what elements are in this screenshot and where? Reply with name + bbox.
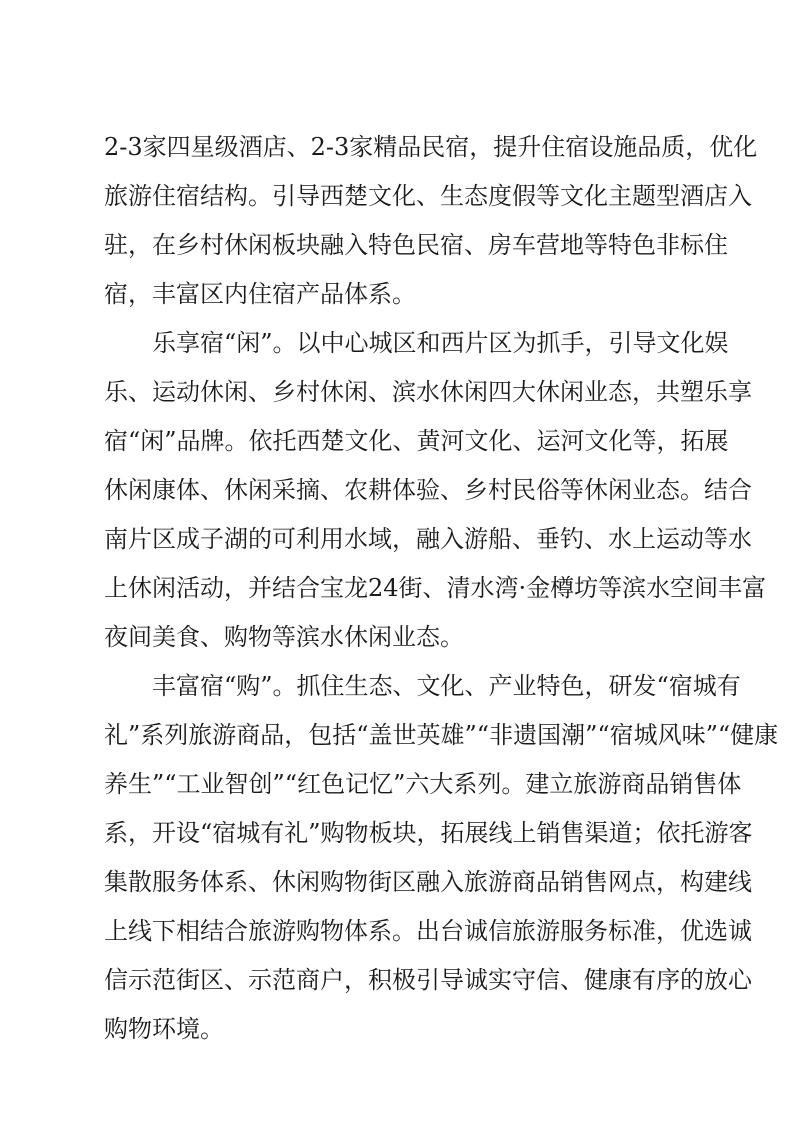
paragraph-line: 乐享宿“闲”。以中心城区和西片区为抓手，引导文化娱 <box>152 329 729 357</box>
paragraph-line: 乐、运动休闲、乡村休闲、滨水休闲四大休闲业态，共塑乐享 <box>104 378 752 406</box>
paragraph-line: 南片区成子湖的可利用水域，融入游船、垂钓、水上运动等水 <box>104 525 752 553</box>
paragraph-line: 养生”“工业智创”“红色记忆”六大系列。建立旅游商品销售体 <box>104 770 742 798</box>
paragraph-line: 旅游住宿结构。引导西楚文化、生态度假等文化主题型酒店入 <box>104 182 752 210</box>
paragraph-line: 系，开设“宿城有礼”购物板块，拓展线上销售渠道；依托游客 <box>104 819 753 847</box>
paragraph-line: 驻，在乡村休闲板块融入特色民宿、房车营地等特色非标住 <box>104 231 728 259</box>
paragraph-line: 礼”系列旅游商品，包括“盖世英雄”“非遗国潮”“宿城风味”“健康 <box>104 721 779 749</box>
paragraph-line: 信示范街区、示范商户，积极引导诚实守信、健康有序的放心 <box>104 966 752 994</box>
paragraph-line: 宿，丰富区内住宿产品体系。 <box>104 280 416 308</box>
paragraph-line: 上休闲活动，并结合宝龙24街、清水湾·金樽坊等滨水空间丰富 <box>104 574 767 602</box>
paragraph-line: 上线下相结合旅游购物体系。出台诚信旅游服务标准，优选诚 <box>104 917 752 945</box>
paragraph-line: 2-3家四星级酒店、2-3家精品民宿，提升住宿设施品质，优化 <box>104 133 758 161</box>
paragraph-line: 集散服务体系、休闲购物街区融入旅游商品销售网点，构建线 <box>104 868 752 896</box>
paragraph-line: 宿“闲”品牌。依托西楚文化、黄河文化、运河文化等，拓展 <box>104 427 729 455</box>
paragraph-line: 夜间美食、购物等滨水休闲业态。 <box>104 623 464 651</box>
paragraph-line: 丰富宿“购”。抓住生态、文化、产业特色，研发“宿城有 <box>152 672 741 700</box>
paragraph-line: 购物环境。 <box>104 1015 224 1043</box>
paragraph-line: 休闲康体、休闲采摘、农耕体验、乡村民俗等休闲业态。结合 <box>104 476 752 504</box>
